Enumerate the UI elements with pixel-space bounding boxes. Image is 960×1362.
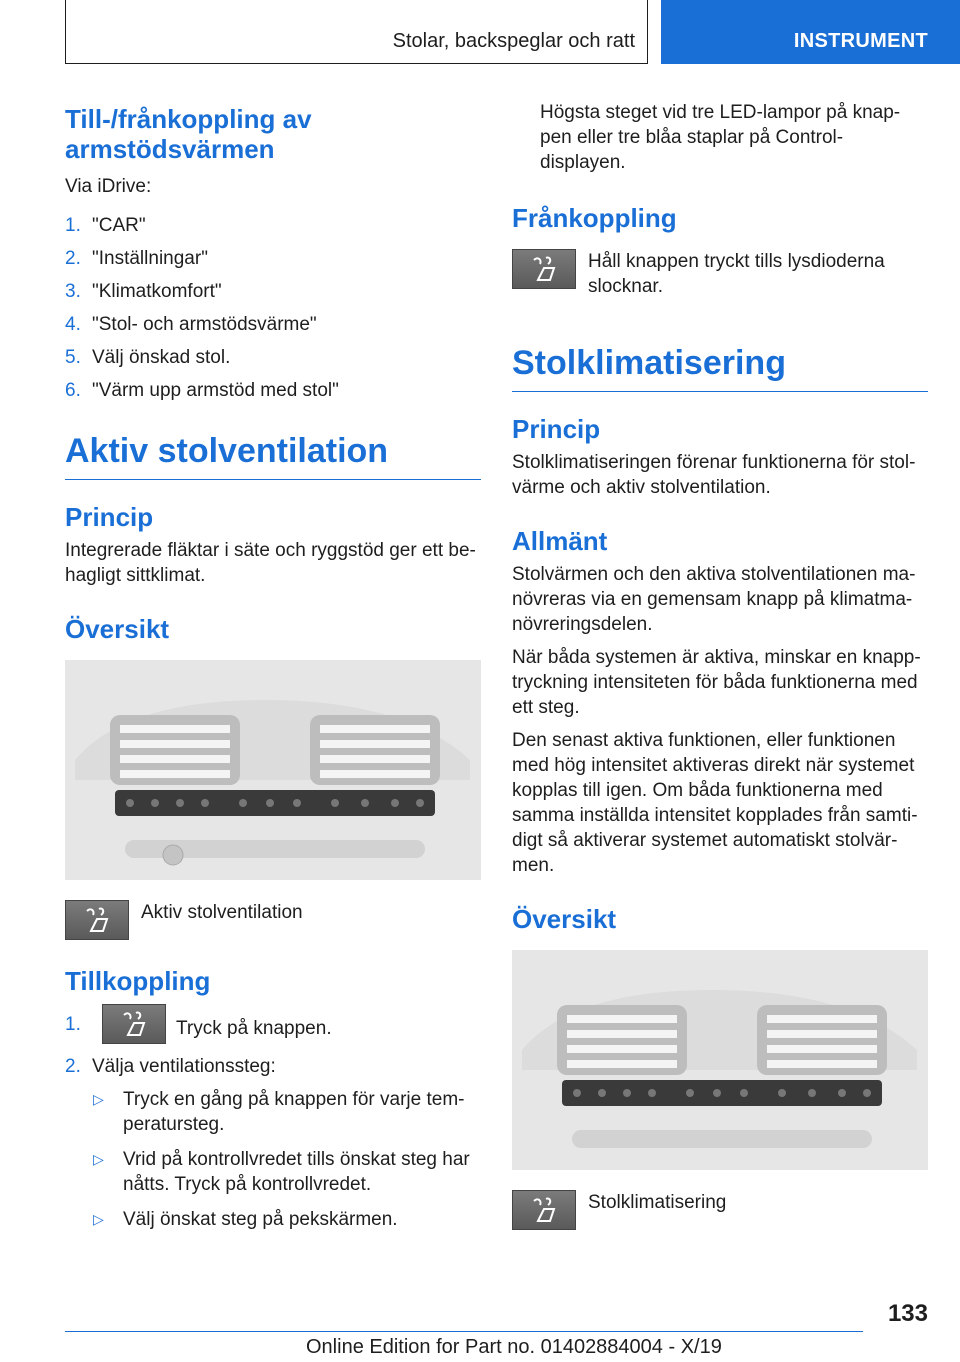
top-continued-text: Högsta steget vid tre LED-lampor på knap-pen eller tre blåa staplar på Control-displayen. [540, 102, 901, 173]
option-text: Tryck en gång på knappen för varje tem-peratursteg. [123, 1089, 465, 1135]
tillkoppling-step-1 [65, 1012, 481, 1044]
step-number: 2. [65, 248, 81, 269]
bullet-triangle-icon: ▷ [93, 1151, 104, 1167]
frankoppling-text: Håll knappen tryckt tills lysdioderna slocknar. [588, 251, 885, 297]
oversikt-heading-left: Översikt [65, 614, 170, 644]
via-idrive-label: Via iDrive: [65, 176, 152, 197]
page-number: 133 [887, 1300, 928, 1327]
armrest-heating-heading: Till-/frånkoppling av armstödsvärmen [65, 104, 312, 164]
frankoppling-heading: Frånkoppling [512, 203, 677, 233]
ventilation-icon-caption: Aktiv stolventilation [141, 902, 303, 923]
seat-ventilation-button-icon-off [512, 249, 576, 289]
ventilation-option-item [85, 1147, 481, 1197]
step-text: "Klimatkomfort" [92, 281, 222, 302]
frankoppling-icon-row [512, 249, 928, 299]
ventilation-step-options [65, 1087, 481, 1232]
footer-divider [65, 1331, 863, 1332]
idrive-step-item [65, 213, 481, 238]
tillkoppling-step-1-text: Tryck på knappen. [176, 1018, 332, 1039]
allmant-paragraph-2: När båda systemen är aktiva, minskar en knapp-tryckning intensiteten för båda funktionerna med ett steg. [512, 647, 921, 718]
option-text: Vrid på kontrollvredet tills önskat steg har nåtts. Tryck på kontrollvredet. [123, 1149, 470, 1195]
idrive-step-item [65, 378, 481, 403]
header-section-box [65, 0, 648, 64]
princip-heading-right: Princip [512, 414, 601, 444]
ventilation-option-item [85, 1207, 481, 1232]
seat-ventilation-button-icon [65, 900, 129, 940]
idrive-step-item [65, 312, 481, 337]
left-column [65, 104, 481, 1242]
tillkoppling-step-2 [65, 1054, 481, 1079]
header-section-title: Stolar, backspeglar och ratt [392, 30, 635, 52]
option-text: Välj önskat steg på pekskärmen. [123, 1209, 398, 1230]
idrive-step-item [65, 246, 481, 271]
idrive-step-item [65, 279, 481, 304]
step-number: 6. [65, 380, 81, 401]
step-number: 1. [65, 215, 81, 236]
step-number: 4. [65, 314, 81, 335]
stolklimat-icon-caption: Stolklimatisering [588, 1192, 727, 1213]
stolklimat-icon-row [512, 1190, 928, 1230]
princip-text-right: Stolklimatiseringen förenar funktionerna för stol-värme och aktiv stolventilation. [512, 452, 916, 498]
princip-heading-left: Princip [65, 502, 154, 532]
right-column [512, 100, 928, 1230]
allmant-paragraph-3: Den senast aktiva funktionen, eller funktionen med hög intensitet aktiveras direkt när systemet kopplas till igen. Om båda funktionerna med samma inställda intensitet kopplades från samti-digt så aktiverar systemet automatiskt stolvär-men. [512, 730, 918, 876]
climate-panel-photo-right [512, 950, 928, 1170]
princip-text-left: Integrerade fläktar i säte och ryggstöd ger ett be-hagligt sittklimat. [65, 540, 476, 586]
climate-panel-illustration [65, 660, 481, 880]
seat-ventilation-button-icon-inline [102, 1004, 166, 1044]
step-number: 2. [65, 1056, 81, 1077]
header-chapter-tab [661, 0, 960, 64]
bullet-triangle-icon: ▷ [93, 1091, 104, 1107]
tillkoppling-step-2-text: Välja ventilationssteg: [92, 1056, 276, 1077]
footer-edition: Online Edition for Part no. 01402884004 - X/19 [306, 1336, 722, 1358]
bullet-triangle-icon: ▷ [93, 1211, 104, 1227]
active-ventilation-heading: Aktiv stolventilation [65, 431, 481, 480]
ventilation-icon-row [65, 900, 481, 940]
tillkoppling-heading: Tillkoppling [65, 966, 211, 996]
allmant-paragraph-1: Stolvärmen och den aktiva stolventilationen ma-növreras via en gemensam knapp på klimatma-növreringsdelen. [512, 564, 916, 635]
step-text: Välj önskad stol. [92, 347, 231, 368]
step-number: 3. [65, 281, 81, 302]
step-text: "Inställningar" [92, 248, 208, 269]
step-text: "Värm upp armstöd med stol" [92, 380, 339, 401]
allmant-heading: Allmänt [512, 526, 608, 556]
ventilation-option-item [85, 1087, 481, 1137]
oversikt-heading-right: Översikt [512, 904, 617, 934]
header-chapter-title: INSTRUMENT [793, 30, 928, 52]
stolklimatisering-heading: Stolklimatisering [512, 343, 928, 392]
climate-panel-photo-left [65, 660, 481, 880]
step-text: "CAR" [92, 215, 146, 236]
climate-panel-illustration [512, 950, 928, 1170]
step-text: "Stol- och armstödsvärme" [92, 314, 317, 335]
seat-climate-button-icon [512, 1190, 576, 1230]
step-number: 1. [65, 1014, 81, 1035]
idrive-steps-list [65, 213, 481, 403]
idrive-step-item [65, 345, 481, 370]
step-number: 5. [65, 347, 81, 368]
